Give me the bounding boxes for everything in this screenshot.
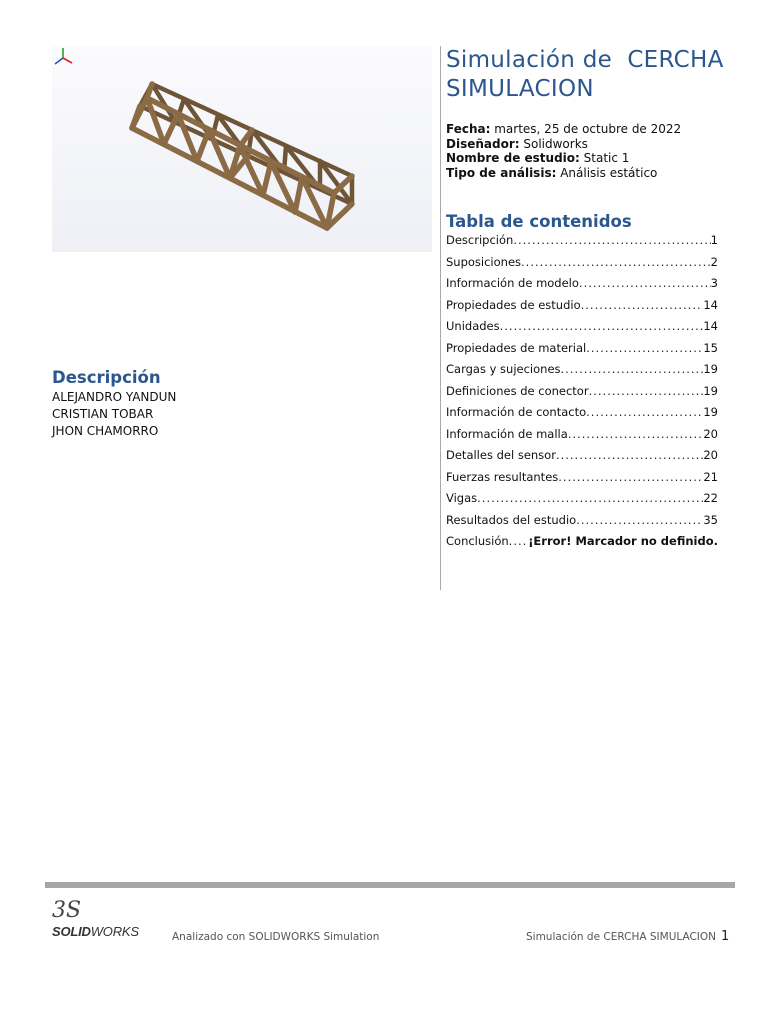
- toc-leader: [568, 427, 704, 441]
- meta-estudio-value: Static 1: [583, 151, 630, 165]
- description-authors: [52, 389, 176, 440]
- author-line: JHON CHAMORRO: [52, 424, 159, 438]
- toc-item-propiedades-material[interactable]: [446, 341, 718, 363]
- toc-item-page: ¡Error! Marcador no definido.: [528, 534, 718, 548]
- logo-word-bold: SOLID: [52, 924, 91, 939]
- toc-item-informacion-malla[interactable]: [446, 427, 718, 449]
- toc-leader: [556, 448, 703, 462]
- toc-leader: [579, 276, 711, 290]
- toc-leader: [521, 255, 711, 269]
- toc-item-page: 35: [703, 512, 718, 527]
- toc-item-informacion-contacto[interactable]: [446, 405, 718, 427]
- meta-tipo-label: Tipo de análisis:: [446, 165, 557, 180]
- toc-item-label: Vigas: [446, 491, 478, 505]
- meta-fecha: [446, 122, 681, 137]
- toc-item-label: Unidades: [446, 319, 500, 333]
- meta-estudio: [446, 151, 681, 166]
- toc-leader: [513, 233, 710, 247]
- toc-item-propiedades-estudio[interactable]: [446, 298, 718, 320]
- toc-item-unidades[interactable]: [446, 319, 718, 341]
- logo-mark: 3S: [52, 898, 82, 923]
- toc-item-page: 14: [703, 319, 718, 333]
- meta-disenador-value: Solidworks: [523, 136, 588, 151]
- toc-leader: [589, 384, 704, 398]
- toc-item-page: 1: [710, 233, 718, 247]
- toc-item-page: 20: [703, 426, 718, 441]
- truss-model-image: [52, 46, 432, 252]
- toc-item-page: 2: [710, 254, 718, 269]
- coordinate-triad-icon: [52, 46, 74, 66]
- truss-drawing: [52, 46, 432, 252]
- document-title: [446, 46, 746, 104]
- toc-item-descripcion[interactable]: [446, 233, 718, 255]
- toc-item-label: Definiciones de conector: [446, 383, 589, 398]
- toc-item-page: 22: [703, 491, 718, 505]
- vertical-divider: [440, 46, 441, 590]
- toc-item-label: Suposiciones: [446, 254, 522, 269]
- toc-item-label: Conclusión: [446, 534, 509, 548]
- logo-wordmark: [52, 924, 139, 939]
- toc-item-label: Resultados del estudio: [446, 512, 577, 527]
- toc-item-label: Descripción: [446, 233, 514, 247]
- meta-fecha-value: martes, 25 de octubre de 2022: [494, 122, 682, 136]
- toc-item-informacion-modelo[interactable]: [446, 276, 718, 298]
- toc-item-page: 20: [703, 448, 718, 462]
- meta-disenador-label: Diseñador:: [446, 136, 520, 151]
- toc-item-label: Información de modelo: [446, 276, 579, 290]
- meta-tipo-value: Análisis estático: [560, 165, 658, 180]
- footer-page-number: 1: [721, 929, 730, 944]
- toc-item-page: 19: [703, 383, 718, 398]
- toc-item-page: 14: [703, 297, 718, 312]
- description-heading: Descripción: [52, 368, 161, 387]
- solidworks-logo: [52, 900, 139, 939]
- author-line: CRISTIAN TOBAR: [52, 407, 154, 421]
- footer-rule: [45, 882, 735, 888]
- toc-item-resultados-estudio[interactable]: [446, 513, 718, 535]
- toc-item-label: Propiedades de material: [446, 340, 587, 355]
- toc-item-fuerzas-resultantes[interactable]: [446, 470, 718, 492]
- footer-analyzed-text: Analizado con SOLIDWORKS Simulation: [172, 931, 380, 943]
- toc-item-vigas[interactable]: [446, 491, 718, 513]
- logo-word-thin: WORKS: [90, 924, 139, 939]
- toc-item-cargas-sujeciones[interactable]: [446, 362, 718, 384]
- meta-estudio-label: Nombre de estudio:: [446, 151, 580, 165]
- toc-leader: [561, 362, 704, 376]
- meta-disenador: [446, 137, 681, 152]
- toc-item-page: 19: [703, 405, 718, 419]
- toc-item-conclusion[interactable]: [446, 534, 718, 556]
- toc-leader: [586, 405, 703, 419]
- toc-leader: [558, 470, 703, 484]
- toc-item-label: Información de contacto: [446, 405, 587, 419]
- toc-item-page: 15: [703, 340, 718, 355]
- toc-leader: [509, 534, 529, 548]
- toc-leader: [576, 513, 703, 527]
- toc-item-definiciones-conector[interactable]: [446, 384, 718, 406]
- toc-item-label: Fuerzas resultantes: [446, 469, 559, 484]
- toc-item-label: Detalles del sensor: [446, 448, 556, 462]
- toc-item-page: 3: [710, 276, 718, 290]
- toc-leader: [586, 341, 703, 355]
- table-of-contents: [446, 233, 718, 556]
- document-title-line1: Simulación de CERCHA: [446, 47, 724, 73]
- toc-heading: Tabla de contenidos: [446, 212, 632, 231]
- toc-item-page: 21: [703, 469, 718, 484]
- toc-leader: [581, 298, 704, 312]
- toc-item-label: Propiedades de estudio: [446, 297, 581, 312]
- toc-item-label: Cargas y sujeciones: [446, 362, 561, 376]
- toc-item-page: 19: [703, 362, 718, 376]
- meta-fecha-label: Fecha:: [446, 122, 491, 136]
- footer-document-title: Simulación de CERCHA SIMULACION: [526, 931, 717, 943]
- toc-item-suposiciones[interactable]: [446, 255, 718, 277]
- toc-item-label: Información de malla: [446, 426, 568, 441]
- document-title-line2: SIMULACION: [446, 76, 594, 102]
- meta-tipo: [446, 166, 681, 181]
- toc-item-detalles-sensor[interactable]: [446, 448, 718, 470]
- toc-leader: [500, 319, 704, 333]
- toc-leader: [477, 491, 703, 505]
- author-line: ALEJANDRO YANDUN: [52, 390, 177, 404]
- study-metadata: [446, 122, 681, 180]
